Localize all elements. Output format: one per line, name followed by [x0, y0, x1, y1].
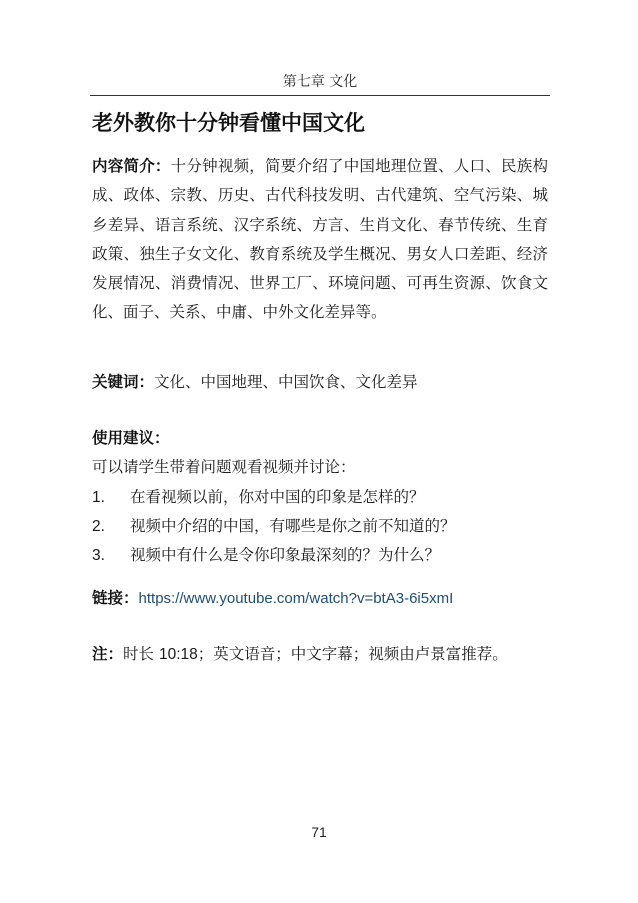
- list-item: [92, 483, 548, 512]
- list-item-text: 视频中有什么是令你印象最深刻的？为什么？: [130, 546, 441, 565]
- video-link[interactable]: https://www.youtube.com/watch?v=btA3-6i5xmI: [138, 590, 454, 607]
- link-label: 链接：: [92, 589, 139, 607]
- list-item-number: 2.: [92, 517, 105, 535]
- running-head: 第七章 文化: [282, 74, 358, 90]
- usage-lead: 可以请学生带着问题观看视频并讨论：: [92, 458, 356, 477]
- list-item: [92, 512, 548, 541]
- note-duration: 10:18: [158, 646, 198, 663]
- keywords-label: 关键词：: [92, 373, 155, 391]
- list-item-text: 在看视频以前，你对中国的印象是怎样的？: [130, 487, 425, 506]
- usage-question-list: [92, 483, 548, 571]
- keywords-text: 文化、中国地理、中国饮食、文化差异: [154, 373, 418, 391]
- intro-text: 十分钟视频，简要介绍了中国地理位置、人口、民族构成、政体、宗教、历史、古代科技发明、古代建筑、空气污染、城乡差异、语言系统、汉字系统、方言、生肖文化、春节传统、生育政策、独生子女文化、教育系统及学生概况、男女人口差距、经济发展情况、消费情况、世界工厂、环境问题、可再生资源、饮食文化、面子、关系、中庸、中外文化差异等。: [92, 157, 548, 322]
- page-title: 老外教你十分钟看懂中国文化: [92, 111, 365, 135]
- note-label: 注：: [92, 645, 124, 663]
- note-paragraph: [92, 640, 548, 669]
- link-paragraph: [92, 584, 548, 613]
- note-suffix: ；英文语音；中文字幕；视频由卢景富推荐。: [197, 645, 508, 663]
- list-item-number: 3.: [92, 547, 105, 565]
- intro-label: 内容简介：: [92, 157, 171, 175]
- keywords-paragraph: [92, 368, 548, 397]
- page-number: 71: [311, 824, 327, 840]
- header-rule: [90, 95, 550, 96]
- list-item: [92, 541, 548, 570]
- intro-paragraph: [92, 152, 548, 328]
- usage-label: 使用建议：: [92, 429, 170, 447]
- usage-section: [92, 424, 548, 570]
- list-item-text: 视频中介绍的中国，有哪些是你之前不知道的？: [130, 516, 456, 535]
- note-prefix: 时长: [123, 645, 159, 663]
- list-item-number: 1.: [92, 488, 105, 506]
